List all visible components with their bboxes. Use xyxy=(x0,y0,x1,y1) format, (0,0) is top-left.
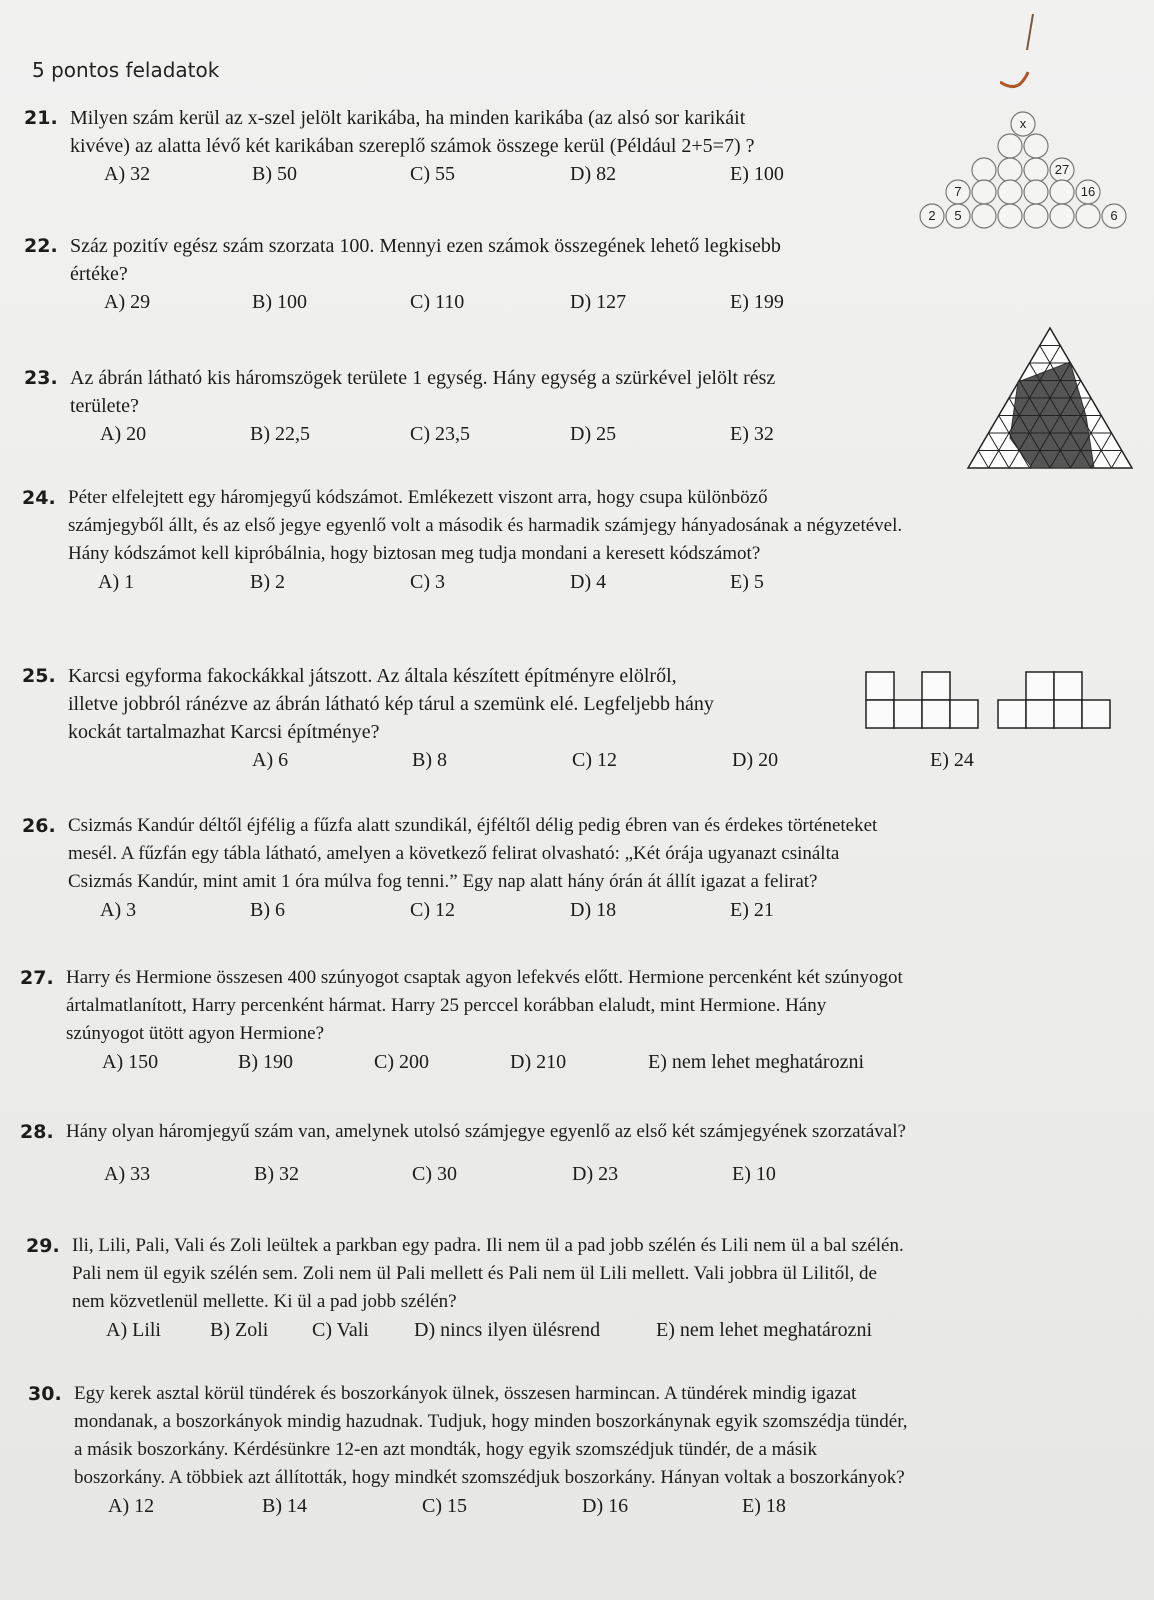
answer-option-b[interactable]: B) 50 xyxy=(252,163,297,185)
answer-option-a[interactable]: A) 20 xyxy=(100,423,147,445)
problem-text xyxy=(66,964,1086,1048)
problem-line: boszorkány. A többiek azt állították, hogy mindkét szomszédjuk boszorkány. Hányan voltak a boszorkányok? xyxy=(74,1467,905,1488)
problem-line: Hány kódszámot kell kipróbálnia, hogy biztosan meg tudja mondani a keresett kódszámot? xyxy=(68,543,761,564)
answer-option-c[interactable]: C) 110 xyxy=(410,291,465,313)
section-title: 5 pontos feladatok xyxy=(32,58,220,82)
problem-number: 29. xyxy=(26,1235,60,1257)
answer-option-b[interactable]: B) 2 xyxy=(250,571,285,593)
problem-line: szúnyogot ütött agyon Hermione? xyxy=(66,1023,325,1044)
problem-22 xyxy=(24,232,894,318)
answer-options xyxy=(22,746,1022,774)
answer-option-e[interactable]: E) 5 xyxy=(730,571,764,593)
answer-options xyxy=(22,568,1086,596)
answer-option-b[interactable]: B) Zoli xyxy=(210,1319,269,1341)
problem-line: Karcsi egyforma fakockákkal játszott. Az általa készített építményre elölről, xyxy=(68,665,677,687)
problem-line: Száz pozitív egész szám szorzata 100. Mennyi ezen számok összegének lehető legkisebb xyxy=(70,235,781,257)
problem-30 xyxy=(28,1380,1086,1522)
answer-option-b[interactable]: B) 8 xyxy=(412,749,447,771)
problem-line: Csizmás Kandúr, mint amit 1 óra múlva fog tenni.” Egy nap alatt hány órán át állít igazat a felirat? xyxy=(68,871,818,892)
answer-option-c[interactable]: C) 12 xyxy=(410,899,455,921)
circle-label-7: 7 xyxy=(954,184,962,199)
problem-line: Pali nem ül egyik szélén sem. Zoli nem ül Pali mellett és Pali nem ül Lili mellett. Vali jobbra ül Lilitől, de xyxy=(72,1263,877,1284)
answer-options xyxy=(24,420,939,448)
answer-option-b[interactable]: B) 190 xyxy=(238,1051,293,1073)
answer-option-d[interactable]: D) 25 xyxy=(570,423,617,445)
answer-option-e[interactable]: E) nem lehet meghatározni xyxy=(656,1319,873,1341)
answer-option-a[interactable]: A) 29 xyxy=(104,291,151,313)
answer-option-c[interactable]: C) 12 xyxy=(572,749,617,771)
problem-line: mondanak, a boszorkányok mindig hazudnak. Tudjuk, hogy minden boszorkánynak egyik szomszédja tündér, xyxy=(74,1411,908,1432)
answer-option-d[interactable]: D) 16 xyxy=(582,1495,629,1517)
problem-line: kockát tartalmazhat Karcsi építménye? xyxy=(68,721,380,743)
answer-options xyxy=(24,288,894,316)
answer-option-c[interactable]: C) 15 xyxy=(422,1495,467,1517)
circle-label-16: 16 xyxy=(1080,184,1096,199)
answer-option-b[interactable]: B) 6 xyxy=(250,899,285,921)
problem-line: számjegyből állt, és az első jegye egyenlő volt a második és harmadik számjegy hányadosának a négyzetével. xyxy=(68,515,903,536)
answer-option-a[interactable]: A) 6 xyxy=(252,749,289,771)
problem-number: 23. xyxy=(24,367,58,389)
answer-option-e[interactable]: E) 199 xyxy=(730,291,784,313)
answer-option-e[interactable]: E) 24 xyxy=(930,749,974,771)
answer-options xyxy=(20,1048,1086,1076)
answer-option-d[interactable]: D) 20 xyxy=(732,749,779,771)
answer-option-e[interactable]: E) 10 xyxy=(732,1163,776,1185)
problem-text xyxy=(66,1118,1086,1146)
answer-option-c[interactable]: C) 3 xyxy=(410,571,445,593)
answer-option-c[interactable]: C) 200 xyxy=(374,1051,429,1073)
answer-option-b[interactable]: B) 14 xyxy=(262,1495,307,1517)
problem-line: Az ábrán látható kis háromszögek területe 1 egység. Hány egység a szürkével jelölt rész xyxy=(70,367,776,389)
answer-option-e[interactable]: E) 21 xyxy=(730,899,774,921)
problem-27 xyxy=(20,964,1086,1078)
problem-line: ártalmatlanított, Harry percenként hármat. Harry 25 perccel korábban elaludt, mint Hermione. Hány xyxy=(66,995,827,1016)
problem-line: értéke? xyxy=(70,263,128,285)
answer-option-d[interactable]: D) 4 xyxy=(570,571,607,593)
problem-number: 24. xyxy=(22,487,56,509)
problem-line: Csizmás Kandúr déltől éjfélig a fűzfa alatt szundikál, éjféltől délig pedig ébren van és érdekes történeteket xyxy=(68,815,878,836)
problem-line: mesél. A fűzfán egy tábla látható, amelyen a következő felirat olvasható: „Két órája ugyanazt csinálta xyxy=(68,843,840,864)
answer-option-d[interactable]: D) 210 xyxy=(510,1051,567,1073)
problem-line: Hány olyan háromjegyű szám van, amelynek utolsó számjegye egyenlő az első két számjegyének szorzatával? xyxy=(66,1121,906,1142)
answer-option-a[interactable]: A) 12 xyxy=(108,1495,155,1517)
problem-line: Péter elfelejtett egy háromjegyű kódszámot. Emlékezett viszont arra, hogy csupa különböző xyxy=(68,487,768,508)
answer-option-b[interactable]: B) 100 xyxy=(252,291,307,313)
answer-option-a[interactable]: A) 1 xyxy=(98,571,135,593)
answer-option-a[interactable]: A) 32 xyxy=(104,163,151,185)
problem-number: 30. xyxy=(28,1383,62,1405)
answer-option-d[interactable]: D) nincs ilyen ülésrend xyxy=(414,1319,601,1341)
answer-option-d[interactable]: D) 18 xyxy=(570,899,617,921)
problem-29 xyxy=(26,1232,1086,1346)
answer-options xyxy=(26,1316,1086,1344)
problem-21 xyxy=(24,104,894,190)
triangle-grid-figure xyxy=(966,326,1134,470)
answer-option-a[interactable]: A) Lili xyxy=(106,1319,161,1341)
answer-options xyxy=(24,160,894,188)
answer-option-d[interactable]: D) 23 xyxy=(572,1163,619,1185)
answer-option-b[interactable]: B) 32 xyxy=(254,1163,299,1185)
problem-number: 27. xyxy=(20,967,54,989)
problem-number: 26. xyxy=(22,815,56,837)
answer-option-a[interactable]: A) 150 xyxy=(102,1051,159,1073)
problem-line: illetve jobbról ránézve az ábrán látható kép tárul a szemünk elé. Legfeljebb hány xyxy=(68,693,714,715)
problem-line: a másik boszorkány. Kérdésünkre 12-en azt mondták, hogy egyik szomszédjuk tündér, de a másik xyxy=(74,1439,818,1460)
answer-option-d[interactable]: D) 127 xyxy=(570,291,627,313)
answer-option-e[interactable]: E) 18 xyxy=(742,1495,786,1517)
answer-option-a[interactable]: A) 33 xyxy=(104,1163,151,1185)
answer-option-c[interactable]: C) Vali xyxy=(312,1319,369,1341)
answer-options xyxy=(28,1492,1086,1520)
answer-option-e[interactable]: E) nem lehet meghatározni xyxy=(648,1051,865,1073)
problem-text xyxy=(68,484,1086,568)
problem-number: 21. xyxy=(24,107,58,129)
problem-26 xyxy=(22,812,1086,926)
circle-label-5: 5 xyxy=(954,208,962,223)
answer-option-c[interactable]: C) 55 xyxy=(410,163,455,185)
problem-text xyxy=(70,364,939,420)
circle-label-27: 27 xyxy=(1054,162,1070,177)
problem-line: Milyen szám kerül az x-szel jelölt karikába, ha minden karikába (az alsó sor karikáit xyxy=(70,107,746,129)
problem-line: nem közvetlenül mellette. Ki ül a pad jobb szélén? xyxy=(72,1291,457,1312)
problem-number: 28. xyxy=(20,1121,54,1143)
problem-23 xyxy=(24,364,939,450)
answer-option-b[interactable]: B) 22,5 xyxy=(250,423,310,445)
circle-pyramid-figure xyxy=(918,106,1128,236)
problem-line: területe? xyxy=(70,395,139,417)
answer-option-d[interactable]: D) 82 xyxy=(570,163,617,185)
problem-text xyxy=(68,662,828,746)
problem-number: 25. xyxy=(22,665,56,687)
problem-text xyxy=(70,232,894,288)
problem-24 xyxy=(22,484,1086,598)
problem-line: Egy kerek asztal körül tündérek és boszorkányok ülnek, összesen harmincan. A tündérek mindig igazat xyxy=(74,1383,857,1404)
problem-28 xyxy=(20,1118,1086,1190)
problem-text xyxy=(68,812,1086,896)
answer-option-c[interactable]: C) 23,5 xyxy=(410,423,470,445)
circle-label-2: 2 xyxy=(928,208,936,223)
problem-number: 22. xyxy=(24,235,58,257)
answer-option-a[interactable]: A) 3 xyxy=(100,899,137,921)
problem-text xyxy=(74,1380,1086,1492)
answer-option-e[interactable]: E) 32 xyxy=(730,423,774,445)
circle-label-x: x xyxy=(1019,116,1027,131)
problem-text xyxy=(70,104,894,160)
problem-text xyxy=(72,1232,1086,1316)
answer-options xyxy=(20,1160,1086,1188)
answer-option-e[interactable]: E) 100 xyxy=(730,163,784,185)
answer-options xyxy=(22,896,1086,924)
answer-option-c[interactable]: C) 30 xyxy=(412,1163,457,1185)
cube-views-figure xyxy=(864,668,1114,734)
problem-line: Ili, Lili, Pali, Vali és Zoli leültek a parkban egy padra. Ili nem ül a pad jobb szélén és Lili nem ül a bal szélén. xyxy=(72,1235,904,1256)
check-mark-icon xyxy=(1000,12,1050,92)
problem-line: Harry és Hermione összesen 400 szúnyogot csaptak agyon lefekvés előtt. Hermione percenként két szúnyogot xyxy=(66,967,903,988)
circle-label-6: 6 xyxy=(1110,208,1118,223)
problem-line: kivéve) az alatta lévő két karikában szereplő számok összege kerül (Például 2+5=7) ? xyxy=(70,135,755,157)
